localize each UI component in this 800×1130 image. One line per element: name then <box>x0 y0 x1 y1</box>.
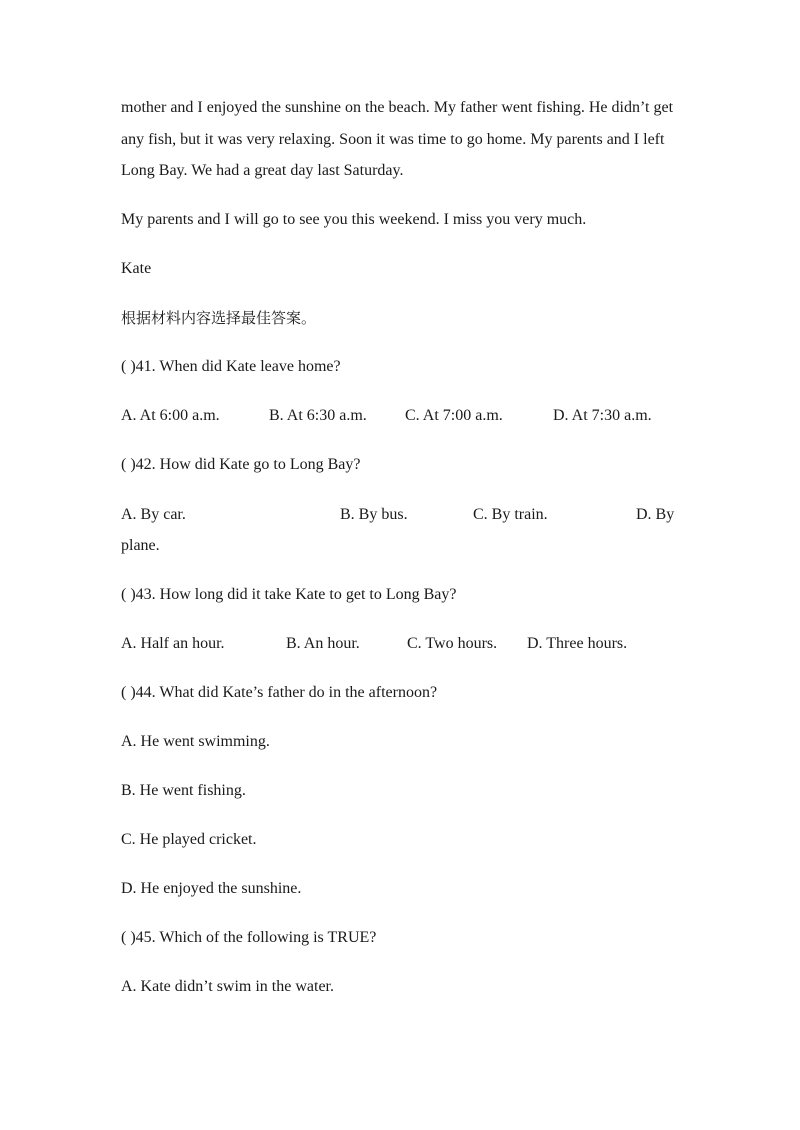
option-41-c: C. At 7:00 a.m. <box>405 407 503 424</box>
option-41-a: A. At 6:00 a.m. <box>121 407 220 424</box>
question-stem-41: ( )41. When did Kate leave home? <box>121 358 341 375</box>
passage-line: any fish, but it was very relaxing. Soon it was time to go home. My parents and I left <box>121 131 665 148</box>
question-stem-44: ( )44. What did Kate’s father do in the afternoon? <box>121 684 438 701</box>
letter-closing: My parents and I will go to see you this weekend. I miss you very much. <box>121 211 587 228</box>
option-42-d-wrap: plane. <box>121 537 160 554</box>
option-44-d: D. He enjoyed the sunshine. <box>121 880 302 897</box>
option-44-b: B. He went fishing. <box>121 782 246 799</box>
option-42-c: C. By train. <box>473 506 548 523</box>
option-42-a: A. By car. <box>121 506 186 523</box>
instruction: 根据材料内容选择最佳答案。 <box>121 309 317 327</box>
option-44-a: A. He went swimming. <box>121 733 270 750</box>
option-42-b: B. By bus. <box>340 506 408 523</box>
option-44-c: C. He played cricket. <box>121 831 257 848</box>
option-45-a: A. Kate didn’t swim in the water. <box>121 978 334 995</box>
question-stem-45: ( )45. Which of the following is TRUE? <box>121 929 377 946</box>
option-41-d: D. At 7:30 a.m. <box>553 407 652 424</box>
option-43-b: B. An hour. <box>286 635 360 652</box>
option-42-d: D. By <box>636 506 675 523</box>
question-stem-43: ( )43. How long did it take Kate to get to Long Bay? <box>121 586 457 603</box>
option-43-d: D. Three hours. <box>527 635 628 652</box>
letter-signature: Kate <box>121 260 152 277</box>
question-stem-42: ( )42. How did Kate go to Long Bay? <box>121 456 361 473</box>
option-41-b: B. At 6:30 a.m. <box>269 407 367 424</box>
option-43-c: C. Two hours. <box>407 635 498 652</box>
passage-line: Long Bay. We had a great day last Saturday. <box>121 162 404 179</box>
option-43-a: A. Half an hour. <box>121 635 225 652</box>
passage-line: mother and I enjoyed the sunshine on the beach. My father went fishing. He didn’t get <box>121 99 674 116</box>
